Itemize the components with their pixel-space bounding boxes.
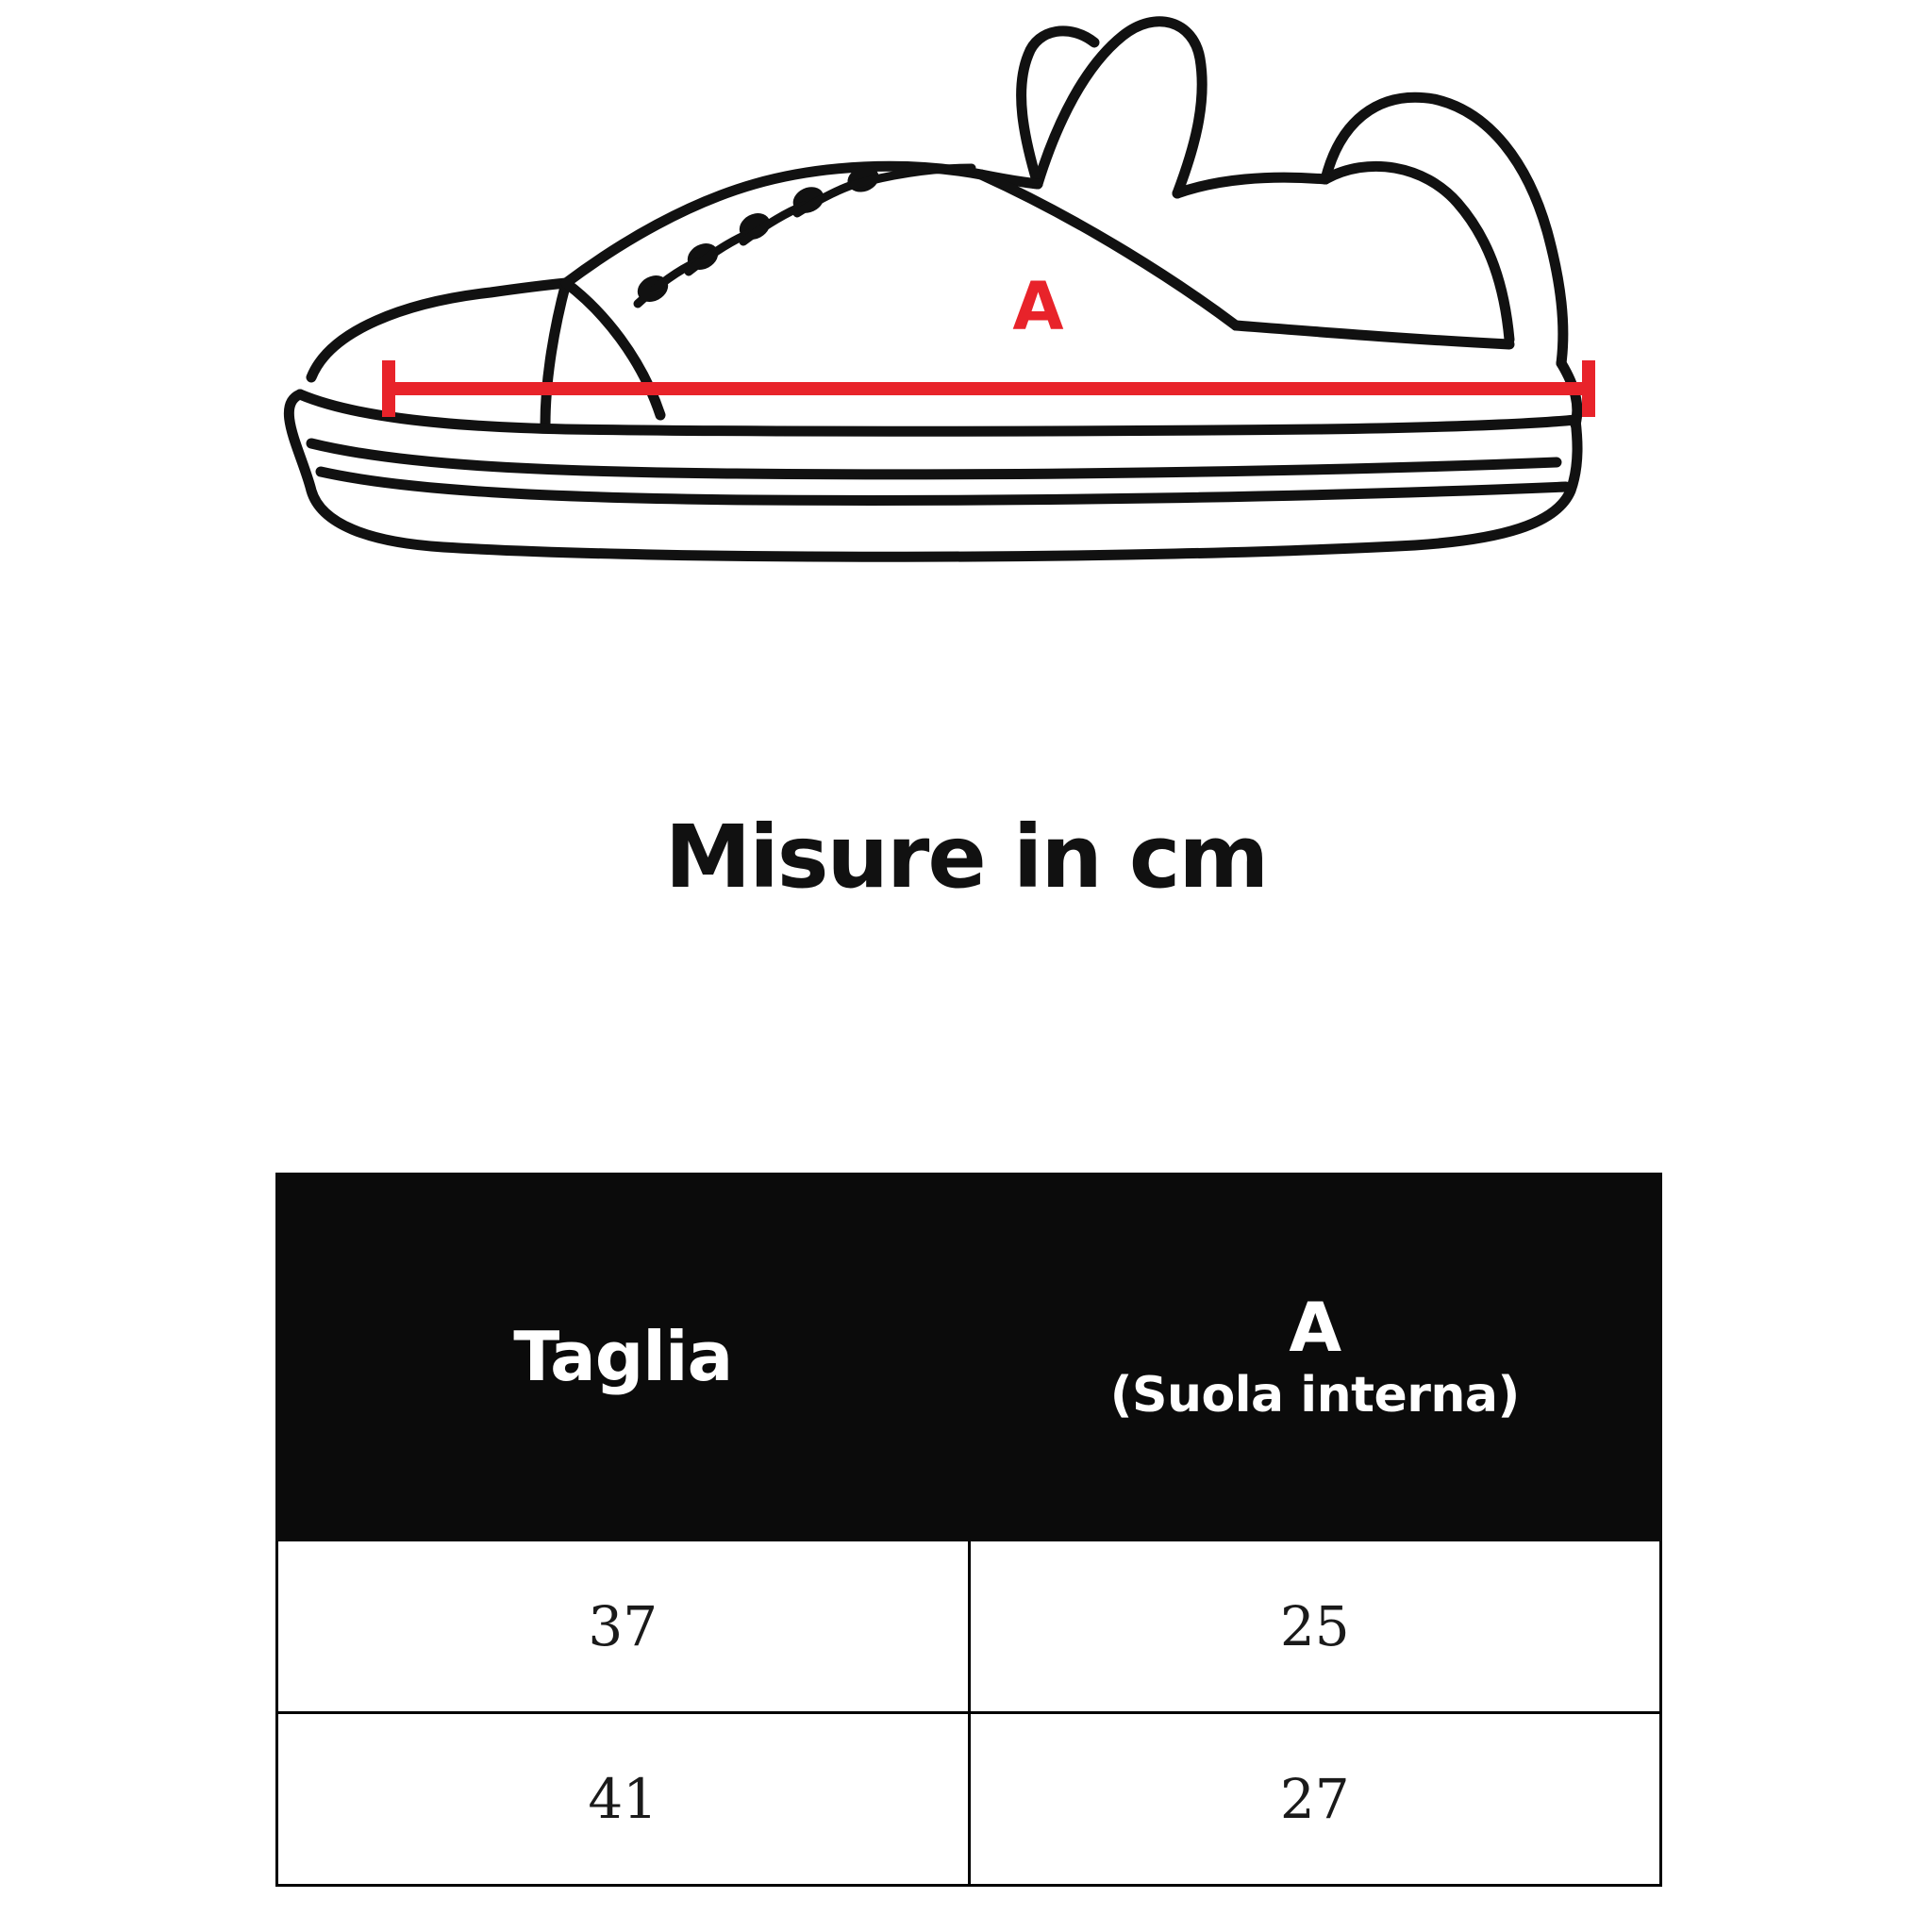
- page-title: Misure in cm: [664, 807, 1268, 908]
- column-header-taglia-label: Taglia: [513, 1316, 733, 1396]
- table-row: [277, 1541, 1661, 1713]
- measure-letter: [981, 268, 1094, 345]
- table-row: [277, 1713, 1661, 1886]
- shoe-diagram: [0, 0, 1932, 604]
- cell-insole-length: 25: [969, 1541, 1661, 1713]
- measure-letter-a: A: [1012, 268, 1063, 345]
- column-header-a-label: A: [1289, 1288, 1341, 1368]
- size-table-container: [275, 1173, 1662, 1887]
- size-table-header: [277, 1174, 1661, 1541]
- column-header-a-sublabel: (Suola interna): [1109, 1367, 1520, 1424]
- table-header-row: [277, 1174, 1661, 1541]
- cell-size: 41: [277, 1713, 970, 1886]
- size-table: [275, 1173, 1662, 1887]
- column-header-taglia: [277, 1174, 970, 1541]
- cell-insole-length: 27: [969, 1713, 1661, 1886]
- size-table-body: [277, 1541, 1661, 1886]
- cell-size: 37: [277, 1541, 970, 1713]
- column-header-a: [969, 1174, 1661, 1541]
